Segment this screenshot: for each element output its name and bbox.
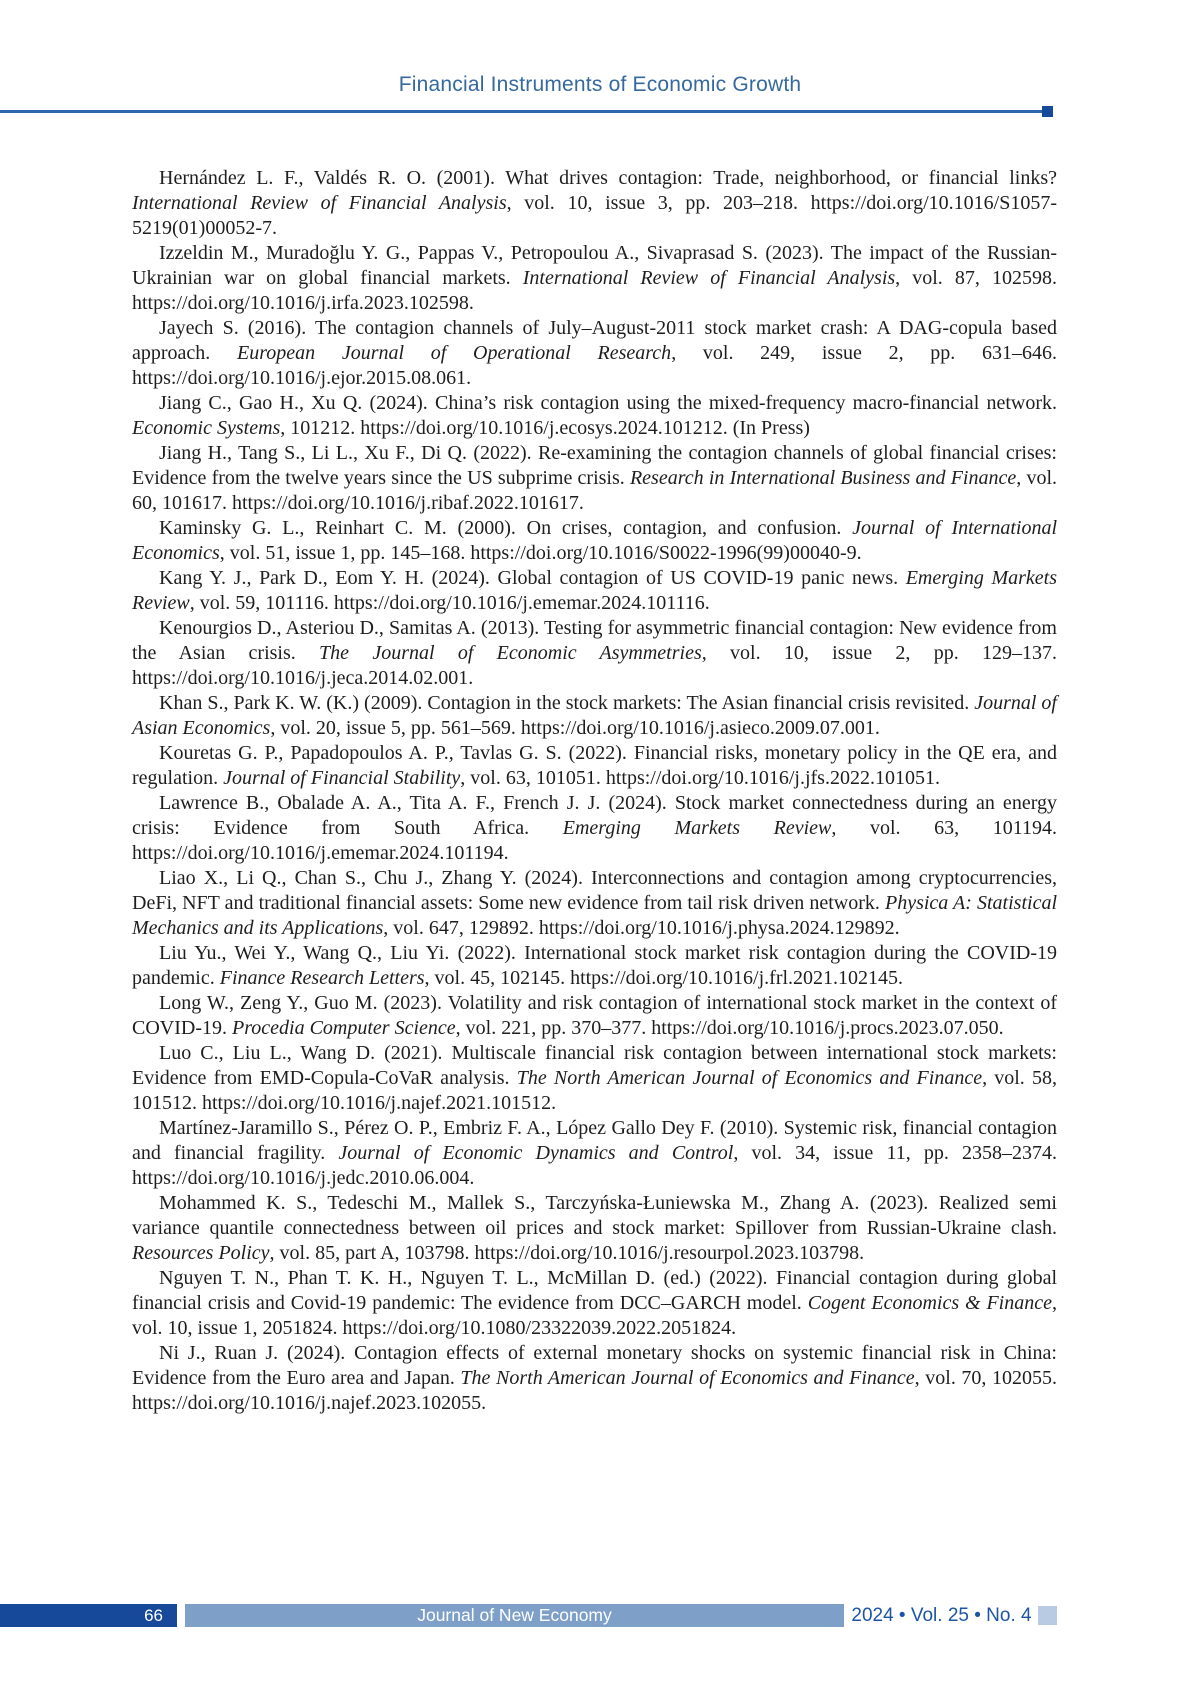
reference-text: Jiang C., Gao H., Xu Q. (2024). China’s risk contagion using the mixed-frequency macro-financial network. [159,392,1057,414]
reference-text: , vol. 45, 102145. https://doi.org/10.1016/j.frl.2021.102145. [424,967,904,989]
reference-text: Lawrence B., Obalade A. A., Tita A. F., French J. J. (2024). Stock market connectedness during an energy crisis: Evidence from South Africa. [132,792,1057,839]
reference-text: Khan S., Park K. W. (K.) (2009). Contagion in the stock markets: The Asian financial crisis revisited. [159,692,975,714]
reference-text: , vol. 87, 102598. https://doi.org/10.1016/j.irfa.2023.102598. [132,267,1057,314]
reference-text: , 101212. https://doi.org/10.1016/j.ecosys.2024.101212. (In Press) [280,417,810,439]
reference-entry [132,241,1057,316]
reference-entry [132,391,1057,441]
journal-title: Emerging Markets Review [132,567,1058,614]
reference-text: , vol. 63, 101194. https://doi.org/10.1016/j.ememar.2024.101194. [132,817,1057,864]
reference-entry [132,991,1057,1041]
reference-entry [132,691,1057,741]
reference-text: , vol. 34, issue 11, pp. 2358–2374. https://doi.org/10.1016/j.jedc.2010.06.004. [132,1142,1057,1189]
journal-title: Economic Systems [132,417,281,439]
journal-title: Cogent Economics & Finance [807,1292,1052,1314]
reference-text: Liao X., Li Q., Chan S., Chu J., Zhang Y. (2024). Interconnections and contagion among cryptocurrencies, DeFi, NFT and traditional financial assets: Some new evidence from tail risk driven network. [132,867,1057,914]
reference-entry [132,791,1057,866]
reference-text: Martínez-Jaramillo S., Pérez O. P., Embriz F. A., López Gallo Dey F. (2010). Systemic risk, financial contagion and financial fragility. [132,1117,1057,1164]
references-list [132,166,1057,1416]
reference-text: Nguyen T. N., Phan T. K. H., Nguyen T. L., McMillan D. (ed.) (2022). Financial contagion during global financial crisis and Covid-19 pandemic: The evidence from DCC–GARCH model. [132,1267,1057,1314]
reference-entry [132,1341,1057,1416]
reference-text: Kang Y. J., Park D., Eom Y. H. (2024). Global contagion of US COVID-19 panic news. [159,567,906,589]
reference-text: Kaminsky G. L., Reinhart C. M. (2000). On crises, contagion, and confusion. [159,517,853,539]
reference-text: , vol. 10, issue 1, 2051824. https://doi.org/10.1080/23322039.2022.2051824. [132,1292,1057,1339]
reference-entry [132,866,1057,941]
journal-title: Journal of Economic Dynamics and Control [338,1142,734,1164]
journal-title: European Journal of Operational Research [237,342,672,364]
reference-text: Izzeldin M., Muradoğlu Y. G., Pappas V., Petropoulou A., Sivaprasad S. (2023). The impact of the Russian-Ukrainian war on global financial markets. [132,242,1057,289]
journal-title: Journal of Financial Stability [223,767,461,789]
journal-title: The Journal of Economic Asymmetries [319,642,702,664]
reference-text: , vol. 10, issue 3, pp. 203–218. https://doi.org/10.1016/S1057-5219(01)00052-7. [132,192,1057,239]
journal-title: Emerging Markets Review [562,817,832,839]
reference-text: Kenourgios D., Asteriou D., Samitas A. (2013). Testing for asymmetric financial contagion: New evidence from the Asian crisis. [132,617,1057,664]
reference-entry [132,441,1057,516]
reference-text: , vol. 20, issue 5, pp. 561–569. https://doi.org/10.1016/j.asieco.2009.07.001. [270,717,880,739]
reference-entry [132,1041,1057,1116]
reference-text: Luo C., Liu L., Wang D. (2021). Multiscale financial risk contagion between international stock markets: Evidence from EMD-Copula-CoVaR analysis. [132,1042,1057,1089]
reference-entry [132,1191,1057,1266]
reference-text: Long W., Zeng Y., Guo M. (2023). Volatility and risk contagion of international stock market in the context of COVID-19. [132,992,1057,1039]
reference-entry [132,741,1057,791]
reference-text: Kouretas G. P., Papadopoulos A. P., Tavlas G. S. (2022). Financial risks, monetary policy in the QE era, and regulation. [132,742,1057,789]
journal-title: International Review of Financial Analysis [522,267,896,289]
journal-title: Procedia Computer Science [232,1017,456,1039]
reference-entry [132,316,1057,391]
reference-entry [132,566,1057,616]
reference-entry [132,616,1057,691]
journal-title: Journal of Asian Economics [132,692,1057,739]
page-number-badge [0,1604,177,1627]
journal-title: The North American Journal of Economics and Finance [460,1367,915,1389]
rule-end-square-icon [1042,106,1053,117]
journal-title: Journal of International Economics [132,517,1057,564]
reference-text: Jayech S. (2016). The contagion channels of July–August-2011 stock market crash: A DAG-copula based approach. [132,317,1057,364]
journal-title: Research in International Business and Finance [629,467,1017,489]
corner-square-icon [1038,1606,1057,1625]
reference-text: Jiang H., Tang S., Li L., Xu F., Di Q. (2022). Re-examining the contagion channels of global financial crises: Evidence from the twelve years since the US subprime crisis. [132,442,1057,489]
journal-title: Resources Policy [132,1242,270,1264]
reference-entry [132,941,1057,991]
page-number: 66 [144,1606,163,1625]
journal-title: Physica A: Statistical Mechanics and its Applications [132,892,1057,939]
reference-text: Ni J., Ruan J. (2024). Contagion effects of external monetary shocks on systemic financial risk in China: Evidence from the Euro area and Japan. [132,1342,1057,1389]
journal-name-bar [185,1604,844,1627]
reference-text: Mohammed K. S., Tedeschi M., Mallek S., Tarczyńska-Łuniewska M., Zhang A. (2023). Realized semi variance quantile connectedness between oil prices and stock market: Spillover from Russian-Ukraine clash. [132,1192,1057,1239]
reference-text: , vol. 70, 102055. https://doi.org/10.1016/j.najef.2023.102055. [132,1367,1057,1414]
reference-text: , vol. 63, 101051. https://doi.org/10.1016/j.jfs.2022.101051. [460,767,940,789]
reference-text: , vol. 60, 101617. https://doi.org/10.1016/j.ribaf.2022.101617. [132,467,1058,514]
reference-text: , vol. 51, issue 1, pp. 145–168. https://doi.org/10.1016/S0022-1996(99)00040-9. [219,542,862,564]
journal-name: Journal of New Economy [417,1605,612,1625]
reference-text: , vol. 58, 101512. https://doi.org/10.1016/j.najef.2021.101512. [132,1067,1057,1114]
journal-title: International Review of Financial Analysis [132,192,507,214]
reference-entry [132,166,1057,241]
header-rule [0,110,1053,113]
journal-title: Finance Research Letters [219,967,425,989]
reference-text: Liu Yu., Wei Y., Wang Q., Liu Yi. (2022). International stock market risk contagion during the COVID-19 pandemic. [132,942,1057,989]
journal-title: The North American Journal of Economics and Finance [516,1067,983,1089]
reference-text: , vol. 10, issue 2, pp. 129–137. https://doi.org/10.1016/j.jeca.2014.02.001. [132,642,1057,689]
reference-entry [132,516,1057,566]
reference-entry [132,1116,1057,1191]
reference-text: , vol. 221, pp. 370–377. https://doi.org/10.1016/j.procs.2023.07.050. [455,1017,1004,1039]
reference-text: , vol. 249, issue 2, pp. 631–646. https://doi.org/10.1016/j.ejor.2015.08.061. [132,342,1057,389]
reference-entry [132,1266,1057,1341]
issue-info: 2024 • Vol. 25 • No. 4 [851,1605,1032,1626]
reference-text: , vol. 85, part A, 103798. https://doi.org/10.1016/j.resourpol.2023.103798. [269,1242,865,1264]
reference-text: , vol. 59, 101116. https://doi.org/10.1016/j.ememar.2024.101116. [189,592,710,614]
reference-text: Hernández L. F., Valdés R. O. (2001). What drives contagion: Trade, neighborhood, or financial links? [159,167,1057,189]
reference-text: , vol. 647, 129892. https://doi.org/10.1016/j.physa.2024.129892. [383,917,900,939]
running-head: Financial Instruments of Economic Growth [398,73,802,96]
